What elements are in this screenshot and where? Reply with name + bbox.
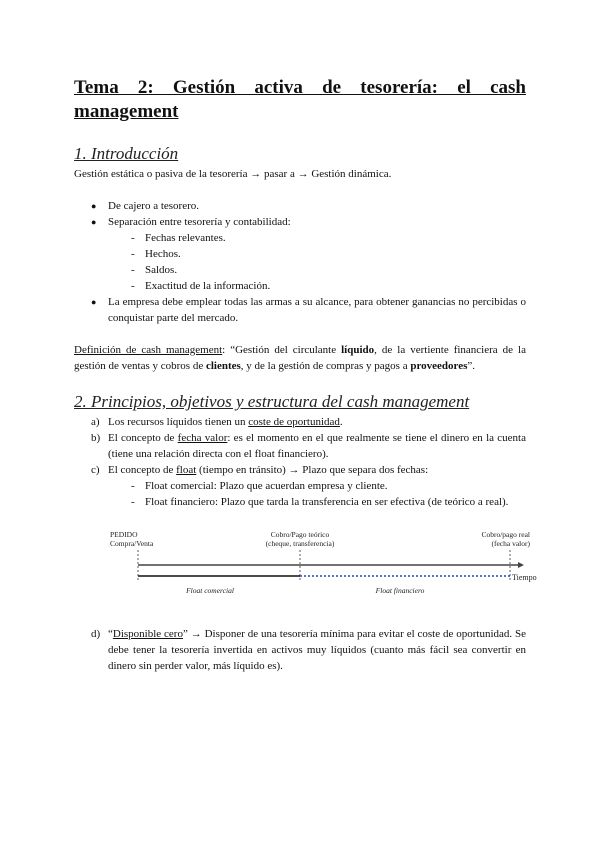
sub-item: Hechos.	[145, 248, 181, 260]
axis-arrow-icon	[518, 562, 524, 568]
dash-icon: -	[131, 232, 135, 244]
dash-icon: -	[131, 480, 135, 492]
list-marker: b)	[91, 432, 101, 444]
list-marker: a)	[91, 416, 100, 428]
definition-paragraph	[74, 342, 526, 374]
timeline-label-cobro-teorico: Cobro/Pago teórico	[270, 530, 330, 539]
item-text: El concepto de	[108, 464, 177, 476]
dash-icon: -	[131, 248, 135, 260]
page-title: Tema 2: Gestión activa de tesorería: el cash management	[74, 77, 526, 122]
dash-icon: -	[131, 264, 135, 276]
bullet-item: Separación entre tesorería y contabilidad:	[108, 216, 291, 228]
bullet-icon: ●	[91, 217, 97, 227]
bullet-icon: ●	[91, 201, 97, 211]
timeline-label-float-comercial: Float comercial	[186, 586, 234, 595]
float-timeline-diagram	[110, 527, 550, 602]
section-2-heading: 2. Principios, objetivos y estructura del cash management	[74, 392, 470, 411]
timeline-label-pedido: PEDIDO	[110, 530, 138, 539]
item-text: Los recursos líquidos tienen un	[108, 416, 249, 428]
item-text: .	[339, 416, 343, 428]
bullet-item: De cajero a tesorero.	[108, 200, 200, 212]
list-marker: d)	[91, 628, 101, 640]
list-item-a	[108, 414, 343, 430]
definition-label: Definición de cash management	[74, 344, 223, 356]
timeline-label-compra: Compra/Venta	[110, 539, 154, 548]
bullet-icon: ●	[91, 297, 97, 307]
bullet-item: La empresa debe emplear todas las armas a su alcance, para obtener ganancias no percibidas o conquistar parte del mercado.	[108, 296, 526, 324]
dash-icon: -	[131, 280, 135, 292]
definition-text: , de la vertiente financiera de la gestión de ventas y cobros de	[74, 344, 526, 372]
timeline-label-fecha-valor: (fecha valor)	[491, 539, 530, 548]
sub-item: Saldos.	[145, 264, 178, 276]
item-text: (tiempo en tránsito) → Plazo que separa dos fechas:	[196, 464, 429, 476]
definition-bold: líquido	[341, 344, 375, 356]
definition-bold: proveedores	[410, 360, 468, 372]
item-text: ” → Disponer de una tesorería mínima para evitar el coste de oportunidad. Se debe tener la tesorería invertida en activos muy líquidos (cuanto más fácil sea convertir en dinero sin perder valor, más líquido es).	[108, 628, 527, 672]
list-item-d	[108, 626, 526, 674]
item-underlined: coste de oportunidad	[248, 416, 340, 428]
item-text: “	[108, 628, 113, 640]
definition-text: : “Gestión del circulante	[222, 344, 342, 356]
item-underlined: fecha valor	[177, 432, 228, 444]
definition-text: , y de la gestión de compras y pagos a	[240, 360, 411, 372]
sub-item: Fechas relevantes.	[145, 232, 226, 244]
definition-bold: clientes	[205, 360, 241, 372]
definition-text: ”.	[467, 360, 476, 372]
list-marker: c)	[91, 464, 100, 476]
dash-icon: -	[131, 496, 135, 508]
sub-item: Float comercial: Plazo que acuerdan empresa y cliente.	[145, 480, 388, 492]
item-underlined: Disponible cero	[112, 628, 183, 640]
timeline-label-tiempo: Tiempo	[512, 573, 537, 582]
item-underlined: float	[176, 464, 197, 476]
item-text: : es el momento en el que realmente se tiene el dinero en la cuenta (tiene una relación directa con el float financiero).	[108, 432, 526, 460]
sub-item: Exactitud de la información.	[145, 280, 271, 292]
item-text: El concepto de	[108, 432, 178, 444]
timeline-label-float-financiero: Float financiero	[375, 586, 425, 595]
section-1-heading: 1. Introducción	[74, 144, 179, 163]
sub-item: Float financiero: Plazo que tarda la transferencia en ser efectiva (de teórico a real).	[145, 496, 509, 508]
list-item-b	[108, 430, 526, 462]
intro-text: Gestión estática o pasiva de la tesorería → pasar a → Gestión dinámica.	[74, 168, 392, 180]
list-item-c	[108, 462, 428, 478]
timeline-label-cheque: (cheque, transferencia)	[265, 539, 335, 548]
timeline-label-cobro-real: Cobro/pago real	[481, 530, 530, 539]
